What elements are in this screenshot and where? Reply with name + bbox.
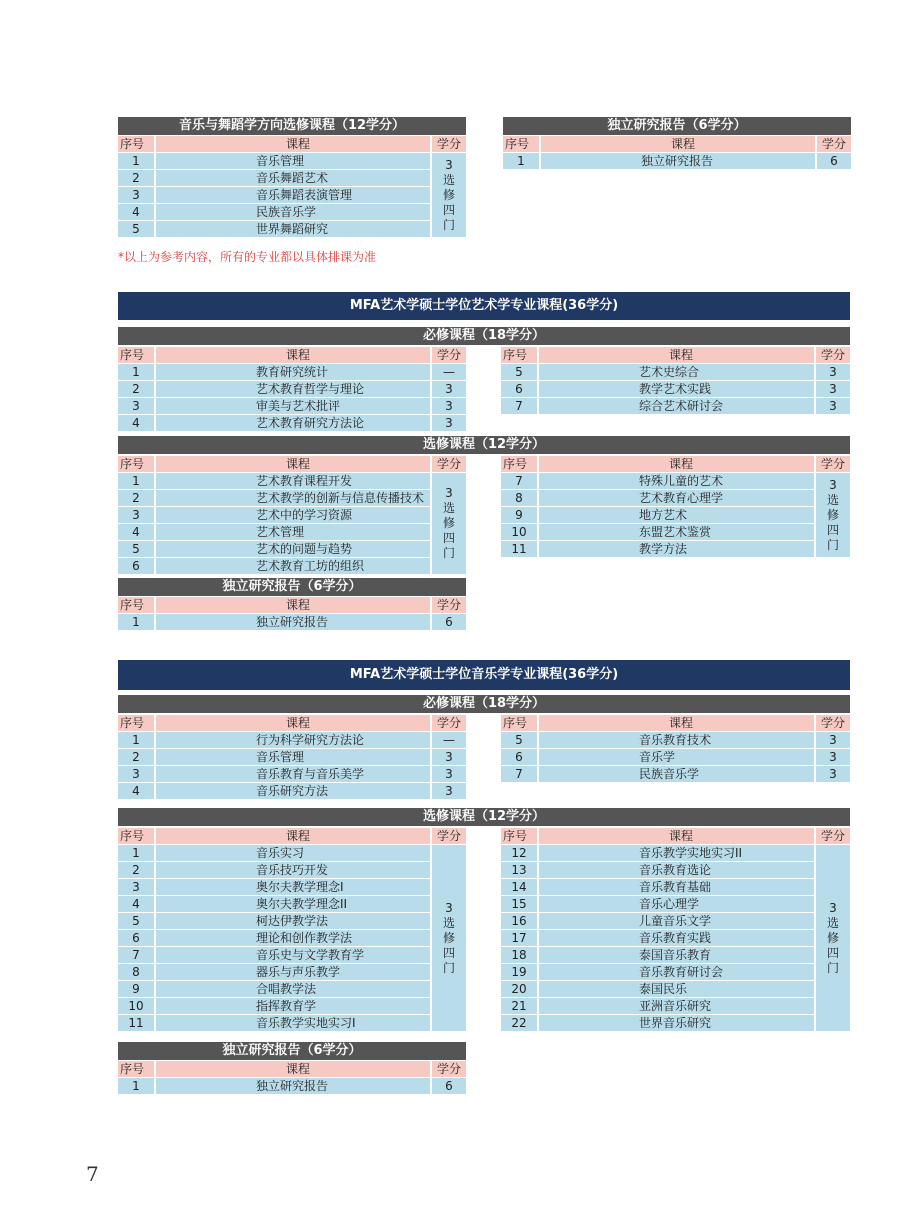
header-course: 课程: [156, 136, 430, 152]
header-credit: 学分: [817, 136, 851, 152]
table-row: [118, 964, 466, 980]
row-seq: 3: [118, 507, 154, 523]
table-row: [118, 490, 466, 506]
table-row: [501, 998, 850, 1014]
row-seq: 7: [118, 947, 154, 963]
row-course: 地方艺术: [539, 507, 814, 523]
research-report-table: [503, 117, 851, 170]
row-seq: 4: [118, 524, 154, 540]
row-seq: 3: [118, 879, 154, 895]
row-course: 音乐心理学: [539, 896, 814, 912]
row-seq: 1: [118, 845, 154, 861]
row-seq: 20: [501, 981, 537, 997]
row-seq: 6: [501, 749, 537, 765]
row-seq: 8: [501, 490, 537, 506]
table-row: [501, 524, 850, 540]
table-title: 独立研究报告（6学分）: [503, 117, 851, 135]
row-credit: 3: [816, 766, 850, 782]
header-seq: 序号: [118, 136, 154, 152]
row-course: 奥尔夫教学理念II: [156, 896, 430, 912]
row-course: 教学方法: [539, 541, 814, 557]
table-row: [118, 845, 466, 861]
row-course: 教学艺术实践: [539, 381, 814, 397]
art-elective-left-table: [118, 455, 466, 575]
row-seq: 10: [118, 998, 154, 1014]
row-course: 艺术史综合: [539, 364, 814, 380]
art-required-left-table: [118, 346, 466, 432]
table-row: [118, 221, 466, 237]
music-required-right-table: [501, 714, 850, 783]
row-course: 艺术中的学习资源: [156, 507, 430, 523]
table-header-row: 序号 课程 学分: [118, 347, 466, 363]
table-header-row: 序号 课程 学分: [501, 456, 850, 472]
row-seq: 4: [118, 896, 154, 912]
row-seq: 2: [118, 749, 154, 765]
table-row: [118, 541, 466, 557]
row-course: 独立研究报告: [541, 153, 815, 169]
table-title: 独立研究报告（6学分）: [118, 1042, 466, 1060]
table-row: [118, 558, 466, 574]
row-credit: 3: [816, 364, 850, 380]
row-credit: 3: [432, 783, 466, 799]
row-course: 合唱教学法: [156, 981, 430, 997]
row-course: 特殊儿童的艺术: [539, 473, 814, 489]
table-header-row: [503, 136, 851, 152]
elective-credit-note: 3 选 修 四 门: [432, 845, 466, 1031]
table-title: 音乐与舞蹈学方向选修课程（12学分）: [118, 117, 466, 135]
row-course: 音乐教育与音乐美学: [156, 766, 430, 782]
header-seq: 序号: [503, 136, 539, 152]
table-row: [118, 998, 466, 1014]
music-required-title: 必修课程（18学分）: [118, 695, 850, 713]
table-row: [118, 930, 466, 946]
table-row: [501, 490, 850, 506]
row-course: 音乐史与文学教育学: [156, 947, 430, 963]
row-seq: 8: [118, 964, 154, 980]
row-course: 音乐管理: [156, 749, 430, 765]
page-number: 7: [86, 1162, 99, 1186]
row-seq: 4: [118, 783, 154, 799]
art-research-table: [118, 578, 466, 631]
row-seq: 1: [503, 153, 539, 169]
row-course: 理论和创作教学法: [156, 930, 430, 946]
table-row: [118, 153, 466, 169]
row-seq: 6: [118, 558, 154, 574]
row-seq: 10: [501, 524, 537, 540]
row-credit: 3: [432, 381, 466, 397]
row-course: 世界音乐研究: [539, 1015, 814, 1031]
row-course: 器乐与声乐教学: [156, 964, 430, 980]
table-header-row: [118, 136, 466, 152]
row-credit: —: [432, 364, 466, 380]
row-seq: 7: [501, 766, 537, 782]
table-row: [118, 947, 466, 963]
row-course: 独立研究报告: [156, 1078, 430, 1094]
elective-credit-note: 3 选 修 四 门: [816, 845, 850, 1031]
row-seq: 5: [118, 913, 154, 929]
row-seq: 1: [118, 1078, 154, 1094]
music-elective-left-table: [118, 827, 466, 1032]
row-credit: 3: [816, 381, 850, 397]
row-seq: 19: [501, 964, 537, 980]
table-row: [501, 896, 850, 912]
row-seq: 3: [118, 398, 154, 414]
table-row: [501, 766, 850, 782]
table-row: [501, 930, 850, 946]
row-seq: 5: [501, 732, 537, 748]
row-course: 审美与艺术批评: [156, 398, 430, 414]
table-row: [118, 981, 466, 997]
art-elective-right-table: [501, 455, 850, 558]
table-row: [118, 473, 466, 489]
table-row: [501, 749, 850, 765]
row-seq: 3: [118, 187, 154, 203]
table-row: [118, 732, 466, 748]
row-course: 艺术教育课程开发: [156, 473, 430, 489]
music-research-table: [118, 1042, 466, 1095]
row-seq: 11: [501, 541, 537, 557]
row-course: 艺术教育研究方法论: [156, 415, 430, 431]
row-seq: 1: [118, 153, 154, 169]
row-course: 行为科学研究方法论: [156, 732, 430, 748]
row-seq: 22: [501, 1015, 537, 1031]
header-credit: 学分: [432, 136, 466, 152]
elective-credit-note: 3 选 修 四 门: [432, 473, 466, 574]
course-table: [118, 135, 466, 238]
row-course: 音乐教育实践: [539, 930, 814, 946]
art-banner: MFA艺术学硕士学位艺术学专业课程(36学分): [118, 292, 850, 320]
row-credit: 3: [816, 732, 850, 748]
row-course: 民族音乐学: [539, 766, 814, 782]
art-required-right-table: [501, 346, 850, 415]
row-seq: 6: [501, 381, 537, 397]
table-row: [118, 749, 466, 765]
music-elective-title: 选修课程（12学分）: [118, 808, 850, 826]
row-course: 艺术教学的创新与信息传播技术: [156, 490, 430, 506]
table-header-row: 序号 课程 学分: [118, 1061, 466, 1077]
table-row: [118, 862, 466, 878]
row-credit: 6: [817, 153, 851, 169]
row-course: 音乐教学实地实习II: [539, 845, 814, 861]
table-row: [501, 507, 850, 523]
row-seq: 1: [118, 732, 154, 748]
row-seq: 5: [501, 364, 537, 380]
row-seq: 2: [118, 490, 154, 506]
row-credit: 6: [432, 614, 466, 630]
table-row: [501, 398, 850, 414]
row-credit: 3: [432, 749, 466, 765]
music-banner: MFA艺术学硕士学位音乐学专业课程(36学分): [118, 660, 850, 690]
table-row: [118, 398, 466, 414]
course-table: [503, 135, 851, 170]
row-seq: 7: [501, 473, 537, 489]
row-seq: 7: [501, 398, 537, 414]
row-seq: 14: [501, 879, 537, 895]
row-course: 音乐教学实地实习I: [156, 1015, 430, 1031]
row-seq: 9: [118, 981, 154, 997]
table-row: [501, 862, 850, 878]
row-course: 音乐技巧开发: [156, 862, 430, 878]
row-seq: 21: [501, 998, 537, 1014]
table-row: [501, 879, 850, 895]
row-course: 音乐管理: [156, 153, 430, 169]
table-row: [501, 981, 850, 997]
row-course: 艺术教育心理学: [539, 490, 814, 506]
table-row: [501, 364, 850, 380]
row-course: 音乐教育技术: [539, 732, 814, 748]
music-dance-elective-table: [118, 117, 466, 238]
row-course: 奥尔夫教学理念I: [156, 879, 430, 895]
row-course: 柯达伊教学法: [156, 913, 430, 929]
table-row: [501, 964, 850, 980]
row-seq: 1: [118, 473, 154, 489]
table-row: [503, 153, 851, 169]
table-header-row: 序号 课程 学分: [118, 715, 466, 731]
row-credit: 6: [432, 1078, 466, 1094]
row-course: 音乐研究方法: [156, 783, 430, 799]
table-row: [118, 766, 466, 782]
table-row: [118, 879, 466, 895]
row-course: 指挥教育学: [156, 998, 430, 1014]
row-seq: 9: [501, 507, 537, 523]
row-course: 儿童音乐文学: [539, 913, 814, 929]
row-course: 泰国民乐: [539, 981, 814, 997]
table-row: [501, 913, 850, 929]
table-row: [118, 783, 466, 799]
table-row: [501, 541, 850, 557]
row-course: 艺术的问题与趋势: [156, 541, 430, 557]
row-seq: 4: [118, 204, 154, 220]
header-course: 课程: [541, 136, 815, 152]
row-seq: 6: [118, 930, 154, 946]
table-header-row: 序号 课程 学分: [118, 456, 466, 472]
table-header-row: 序号 课程 学分: [118, 828, 466, 844]
row-course: 音乐实习: [156, 845, 430, 861]
table-row: [501, 845, 850, 861]
table-header-row: 序号 课程 学分: [118, 597, 466, 613]
table-body: [118, 153, 466, 237]
elective-credit-note: 3 选 修 四 门: [432, 153, 466, 237]
row-seq: 13: [501, 862, 537, 878]
row-course: 教育研究统计: [156, 364, 430, 380]
row-course: 艺术教育哲学与理论: [156, 381, 430, 397]
table-header-row: 序号 课程 学分: [501, 715, 850, 731]
row-seq: 2: [118, 170, 154, 186]
art-elective-title: 选修课程（12学分）: [118, 436, 850, 454]
table-row: [501, 947, 850, 963]
row-seq: 17: [501, 930, 537, 946]
row-seq: 15: [501, 896, 537, 912]
row-credit: 3: [432, 415, 466, 431]
row-seq: 2: [118, 381, 154, 397]
table-row: [118, 187, 466, 203]
elective-credit-note: 3 选 修 四 门: [816, 473, 850, 557]
row-seq: 1: [118, 364, 154, 380]
row-seq: 16: [501, 913, 537, 929]
table-row: [118, 1078, 466, 1094]
row-seq: 1: [118, 614, 154, 630]
table-row: [118, 507, 466, 523]
art-required-title: 必修课程（18学分）: [118, 327, 850, 345]
table-row: [118, 614, 466, 630]
table-row: [118, 415, 466, 431]
row-seq: 12: [501, 845, 537, 861]
row-course: 亚洲音乐研究: [539, 998, 814, 1014]
music-elective-right-table: [501, 827, 850, 1032]
reference-note: *以上为参考内容，所有的专业都以具体排课为准: [118, 250, 377, 264]
table-header-row: 序号 课程 学分: [501, 828, 850, 844]
row-course: 艺术管理: [156, 524, 430, 540]
table-row: [501, 732, 850, 748]
table-row: [118, 204, 466, 220]
row-course: 独立研究报告: [156, 614, 430, 630]
row-course: 艺术教育工坊的组织: [156, 558, 430, 574]
row-course: 综合艺术研讨会: [539, 398, 814, 414]
row-course: 东盟艺术鉴赏: [539, 524, 814, 540]
row-credit: —: [432, 732, 466, 748]
row-course: 世界舞蹈研究: [156, 221, 430, 237]
table-row: [118, 896, 466, 912]
table-title: 独立研究报告（6学分）: [118, 578, 466, 596]
row-course: 音乐学: [539, 749, 814, 765]
row-seq: 3: [118, 766, 154, 782]
row-credit: 3: [816, 398, 850, 414]
table-row: [118, 1015, 466, 1031]
table-row: [118, 381, 466, 397]
row-seq: 4: [118, 415, 154, 431]
row-seq: 5: [118, 541, 154, 557]
table-body: [503, 153, 851, 169]
row-credit: 3: [816, 749, 850, 765]
row-credit: 3: [432, 766, 466, 782]
row-course: 音乐教育选论: [539, 862, 814, 878]
row-course: 音乐舞蹈艺术: [156, 170, 430, 186]
row-course: 泰国音乐教育: [539, 947, 814, 963]
table-row: [118, 364, 466, 380]
row-course: 音乐教育研讨会: [539, 964, 814, 980]
table-row: [118, 524, 466, 540]
row-seq: 18: [501, 947, 537, 963]
row-course: 民族音乐学: [156, 204, 430, 220]
table-header-row: 序号 课程 学分: [501, 347, 850, 363]
row-seq: 11: [118, 1015, 154, 1031]
row-course: 音乐舞蹈表演管理: [156, 187, 430, 203]
row-seq: 5: [118, 221, 154, 237]
table-row: [501, 473, 850, 489]
table-row: [501, 381, 850, 397]
row-seq: 2: [118, 862, 154, 878]
table-row: [118, 913, 466, 929]
table-row: [118, 170, 466, 186]
music-required-left-table: [118, 714, 466, 800]
row-course: 音乐教育基础: [539, 879, 814, 895]
row-credit: 3: [432, 398, 466, 414]
table-row: [501, 1015, 850, 1031]
